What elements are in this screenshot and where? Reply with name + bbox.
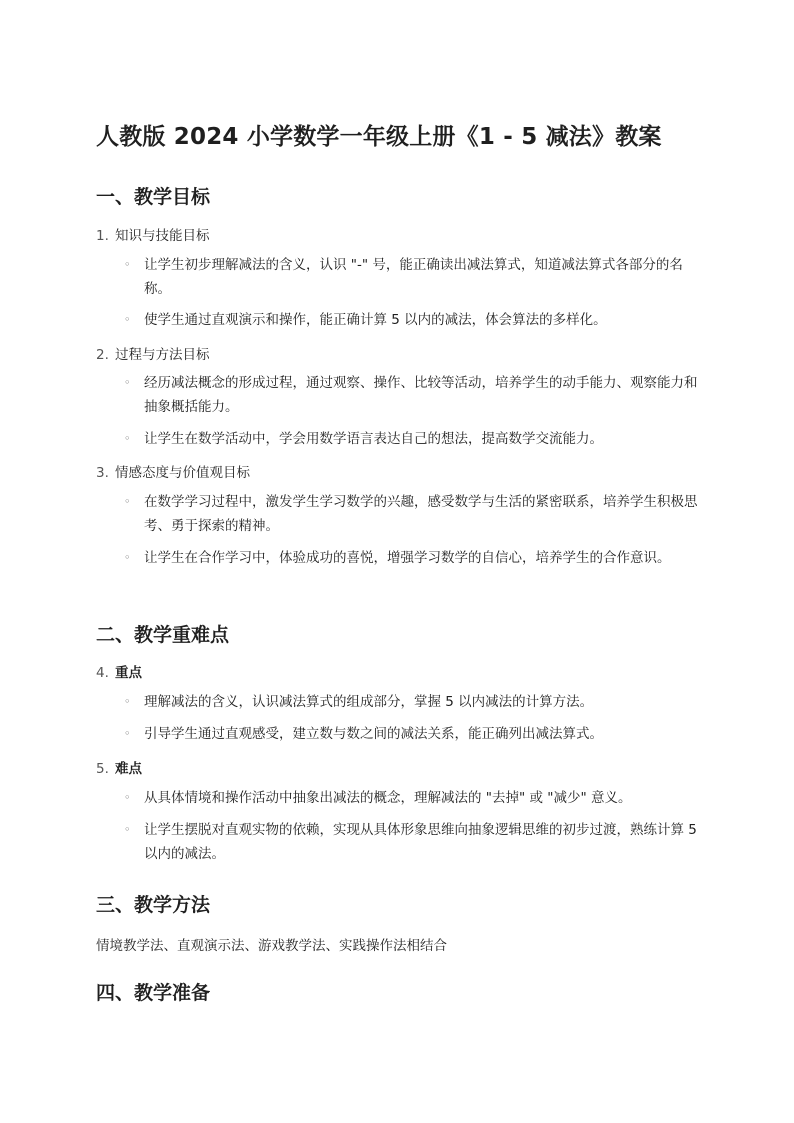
bullet-circle-icon: ◦ bbox=[124, 551, 131, 564]
bullet-circle-icon: ◦ bbox=[124, 791, 131, 804]
list-item-process-methods bbox=[96, 343, 210, 363]
bullet-circle-icon: ◦ bbox=[124, 695, 131, 708]
bullet-circle-icon: ◦ bbox=[124, 258, 131, 271]
document-title: 人教版 2024 小学数学一年级上册《1 - 5 减法》教案 bbox=[96, 124, 662, 150]
bullet-text: 经历减法概念的形成过程，通过观察、操作、比较等活动，培养学生的动手能力、观察能力和抽象概括能力。 bbox=[144, 375, 698, 415]
item-label: 情感态度与价值观目标 bbox=[115, 465, 250, 481]
item-label: 重点 bbox=[115, 665, 142, 681]
bullet-circle-icon: ◦ bbox=[124, 495, 131, 508]
list-item-knowledge-skills bbox=[96, 224, 210, 244]
bullet-circle-icon: ◦ bbox=[124, 823, 131, 836]
bullet-circle-icon: ◦ bbox=[124, 313, 131, 326]
bullet-item bbox=[124, 490, 704, 538]
methods-text: 情境教学法、直观演示法、游戏教学法、实践操作法相结合 bbox=[96, 938, 447, 954]
bullet-text: 理解减法的含义，认识减法算式的组成部分，掌握 5 以内减法的计算方法。 bbox=[144, 694, 594, 710]
section-heading-preparation: 四、教学准备 bbox=[96, 982, 211, 1004]
item-number: 5. bbox=[96, 761, 109, 777]
item-label: 过程与方法目标 bbox=[115, 347, 210, 363]
bullet-text: 让学生初步理解减法的含义，认识 "-" 号，能正确读出减法算式，知道减法算式各部分的名称。 bbox=[144, 257, 683, 297]
item-number: 3. bbox=[96, 465, 109, 481]
list-item-difficult-point bbox=[96, 757, 142, 777]
bullet-item bbox=[124, 786, 704, 810]
bullet-circle-icon: ◦ bbox=[124, 727, 131, 740]
item-label: 难点 bbox=[115, 761, 142, 777]
bullet-item bbox=[124, 427, 704, 451]
list-item-attitudes-values bbox=[96, 461, 250, 481]
bullet-item bbox=[124, 308, 704, 332]
item-number: 1. bbox=[96, 228, 109, 244]
list-item-key-point bbox=[96, 661, 142, 681]
bullet-item bbox=[124, 722, 704, 746]
item-number: 2. bbox=[96, 347, 109, 363]
bullet-text: 使学生通过直观演示和操作，能正确计算 5 以内的减法，体会算法的多样化。 bbox=[144, 312, 607, 328]
bullet-circle-icon: ◦ bbox=[124, 432, 131, 445]
bullet-text: 让学生在数学活动中，学会用数学语言表达自己的想法，提高数学交流能力。 bbox=[144, 431, 603, 447]
bullet-item bbox=[124, 546, 704, 570]
item-label: 知识与技能目标 bbox=[115, 228, 210, 244]
bullet-text: 让学生摆脱对直观实物的依赖，实现从具体形象思维向抽象逻辑思维的初步过渡，熟练计算 5 以内的减法。 bbox=[144, 822, 697, 862]
bullet-item bbox=[124, 690, 704, 714]
bullet-item bbox=[124, 818, 704, 866]
section-heading-key-points: 二、教学重难点 bbox=[96, 624, 230, 646]
bullet-item bbox=[124, 371, 704, 419]
bullet-circle-icon: ◦ bbox=[124, 376, 131, 389]
bullet-text: 让学生在合作学习中，体验成功的喜悦，增强学习数学的自信心，培养学生的合作意识。 bbox=[144, 550, 671, 566]
section-heading-objectives: 一、教学目标 bbox=[96, 186, 211, 208]
bullet-text: 在数学学习过程中，激发学生学习数学的兴趣，感受数学与生活的紧密联系，培养学生积极思考、勇于探索的精神。 bbox=[144, 494, 698, 534]
bullet-text: 引导学生通过直观感受，建立数与数之间的减法关系，能正确列出减法算式。 bbox=[144, 726, 603, 742]
bullet-item bbox=[124, 253, 704, 301]
item-number: 4. bbox=[96, 665, 109, 681]
section-heading-methods: 三、教学方法 bbox=[96, 894, 211, 916]
bullet-text: 从具体情境和操作活动中抽象出减法的概念，理解减法的 "去掉" 或 "减少" 意义。 bbox=[144, 790, 632, 806]
